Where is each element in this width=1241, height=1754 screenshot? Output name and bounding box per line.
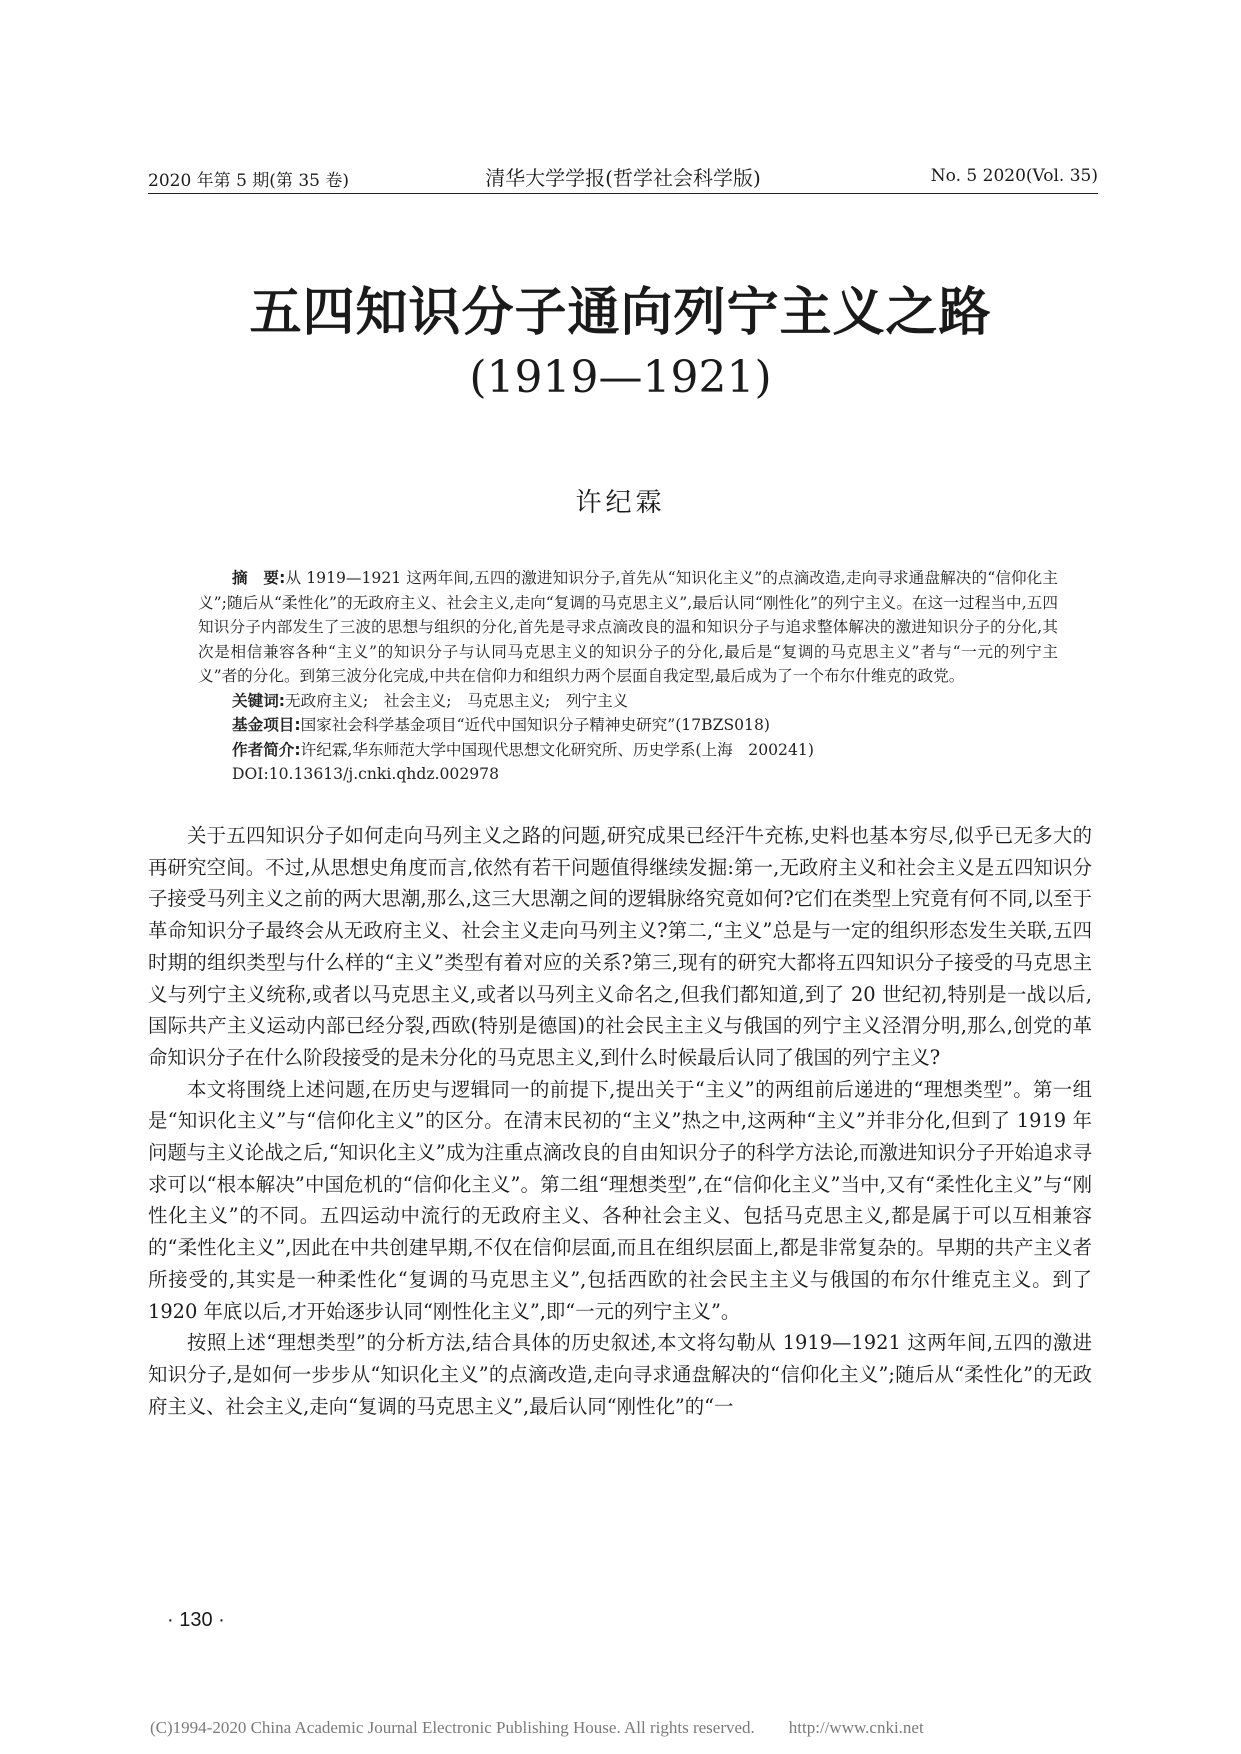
abstract-label: 摘 要: xyxy=(232,569,286,587)
doi-line xyxy=(198,762,1058,787)
article-title: 五四知识分子通向列宁主义之路 xyxy=(249,283,992,343)
article-body xyxy=(148,820,1092,1422)
copyright-footer: (C)1994-2020 China Academic Journal Electronic Publishing House. All rights reserved. http://www.cnki.net xyxy=(150,1718,924,1737)
article-author: 许纪霖 xyxy=(575,488,666,518)
abstract-paragraph xyxy=(198,566,1058,689)
page-number: · 130 · xyxy=(167,1609,225,1631)
running-header xyxy=(148,162,1098,190)
keywords-line xyxy=(198,689,1058,714)
volume-info: No. 5 2020(Vol. 35) xyxy=(930,166,1098,186)
author-info-text: 许纪霖,华东师范大学中国现代思想文化研究所、历史学系(上海 200241) xyxy=(300,740,814,759)
journal-name: 清华大学学报(哲学社会科学版) xyxy=(485,166,761,190)
author-info-label: 作者简介: xyxy=(232,740,301,759)
body-paragraph: 本文将围绕上述问题,在历史与逻辑同一的前提下,提出关于“主义”的两组前后递进的“理想类型”。第一组是“知识化主义”与“信仰化主义”的区分。在清末民初的“主义”热之中,这两种“主义”并非分化,但到了 1919 年问题与主义论战之后,“知识化主义”成为注重点滴改良的自由知识分子的科学方法论,而激进知识分子开始追求寻求可以“根本解决”中国危机的“信仰化主义”。第二组“理想类型”,在“信仰化主义”当中,又有“柔性化主义”与“刚性化主义”的不同。五四运动中流行的无政府主义、各种社会主义、包括马克思主义,都是属于可以互相兼容的“柔性化主义”,因此在中共创建早期,不仅在信仰层面,而且在组织层面上,都是非常复杂的。早期的共产主义者所接受的,其实是一种柔性化“复调的马克思主义”,包括西欧的社会民主主义与俄国的布尔什维克主义。到了 1920 年底以后,才开始逐步认同“刚性化主义”,即“一元的列宁主义”。 xyxy=(148,1077,1092,1323)
keywords-text: 无政府主义; 社会主义; 马克思主义; 列宁主义 xyxy=(285,691,629,710)
keywords-label: 关键词: xyxy=(232,691,286,710)
abstract-block xyxy=(198,566,1058,787)
fund-line xyxy=(198,713,1058,738)
article-subtitle: (1919—1921) xyxy=(469,352,772,403)
header-divider xyxy=(148,193,1098,194)
author-info-line xyxy=(198,738,1058,763)
doi-text: DOI:10.13613/j.cnki.qhdz.002978 xyxy=(232,765,500,783)
body-paragraph: 关于五四知识分子如何走向马列主义之路的问题,研究成果已经汗牛充栋,史料也基本穷尽,似乎已无多大的再研究空间。不过,从思想史角度而言,依然有若干问题值得继续发掘:第一,无政府主义和社会主义是五四知识分子接受马列主义之前的两大思潮,那么,这三大思潮之间的逻辑脉络究竟如何?它们在类型上究竟有何不同,以至于革命知识分子最终会从无政府主义、社会主义走向马列主义?第二,“主义”总是与一定的组织形态发生关联,五四时期的组织类型与什么样的“主义”类型有着对应的关系?第三,现有的研究大都将五四知识分子接受的马克思主义与列宁主义统称,或者以马克思主义,或者以马列主义命名之,但我们都知道,到了 20 世纪初,特别是一战以后,国际共产主义运动内部已经分裂,西欧(特别是德国)的社会民主主义与俄国的列宁主义泾渭分明,那么,创党的革命知识分子在什么阶段接受的是未分化的马克思主义,到什么时候最后认同了俄国的列宁主义? xyxy=(148,824,1092,1069)
fund-label: 基金项目: xyxy=(232,716,301,734)
abstract-text: 从 1919—1921 这两年间,五四的激进知识分子,首先从“知识化主义”的点滴改造,走向寻求通盘解决的“信仰化主义”;随后从“柔性化”的无政府主义、社会主义,走向“复调的马克思主义”,最后认同“刚性化”的列宁主义。在这一过程当中,五四知识分子内部发生了三波的思想与组织的分化,首先是寻求点滴改良的温和知识分子与追求整体解决的激进知识分子的分化,其次是相信兼容各种“主义”的知识分子与认同马克思主义的知识分子的分化,最后是“复调的马克思主义”者与“一元的列宁主义”者的分化。到第三波分化完成,中共在信仰力和组织力两个层面自我定型,最后成为了一个布尔什维克的政党。 xyxy=(198,569,1058,685)
body-paragraph: 按照上述“理想类型”的分析方法,结合具体的历史叙述,本文将勾勒从 1919—1921 这两年间,五四的激进知识分子,是如何一步步从“知识化主义”的点滴改造,走向寻求通盘解决的“信仰化主义”;随后从“柔性化”的无政府主义、社会主义,走向“复调的马克思主义”,最后认同“刚性化”的“一 xyxy=(148,1331,1092,1418)
issue-info: 2020 年第 5 期(第 35 卷) xyxy=(148,171,349,191)
fund-text: 国家社会科学基金项目“近代中国知识分子精神史研究”(17BZS018) xyxy=(300,716,770,734)
